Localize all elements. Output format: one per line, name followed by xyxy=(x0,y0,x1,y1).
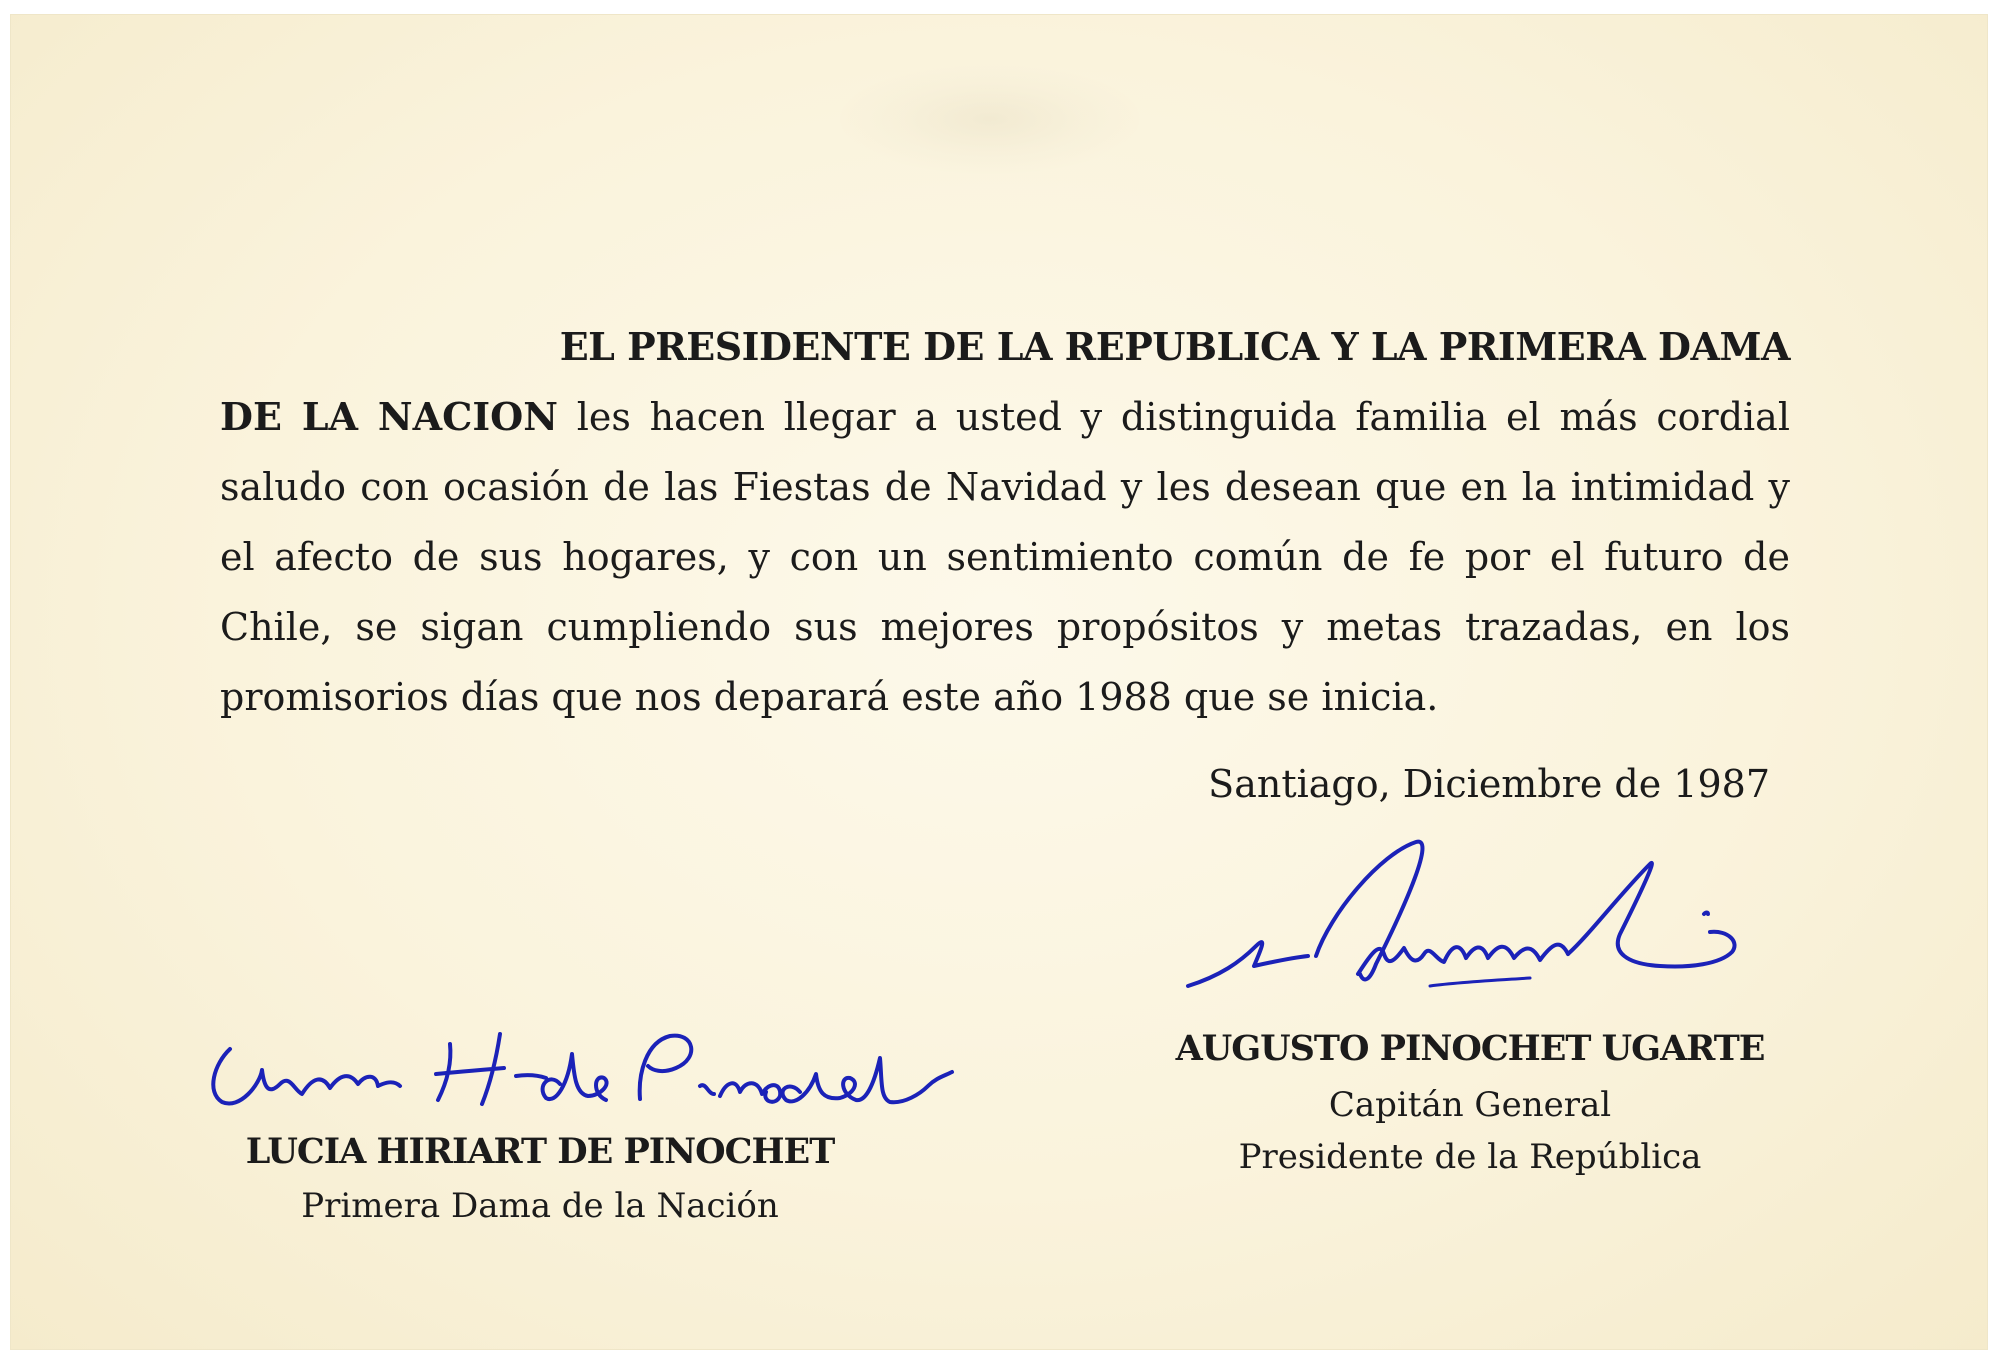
letter-body-text: les hacen llegar a usted y distinguida familia el más cordial saludo con ocasión de las Fiestas de Navidad y les desean que en la intimidad y el afecto de sus hogares, y con un sentimiento común de fe por el futuro de Chile, se sigan cumpliendo sus mejores propósitos y metas trazadas, en los promisorios días que nos deparará este año 1988 que se inicia. xyxy=(220,395,1790,719)
president-signature-block xyxy=(1130,1019,1810,1183)
letter-heading-line1: EL PRESIDENTE DE LA REPUBLICA Y LA PRIMERA DAMA xyxy=(559,324,1790,369)
first-lady-signature-block xyxy=(190,1124,890,1232)
president-signature xyxy=(1180,834,1740,1009)
president-title-1: Capitán General xyxy=(1328,1085,1612,1125)
letter-body xyxy=(220,312,1790,732)
greeting-card xyxy=(10,14,1988,1350)
place-date: Santiago, Diciembre de 1987 xyxy=(1208,762,1770,806)
letter-heading-line2: DE LA NACION xyxy=(220,394,558,439)
first-lady-name: LUCIA HIRIART DE PINOCHET xyxy=(245,1131,835,1172)
first-lady-signature xyxy=(200,1014,960,1119)
president-name: AUGUSTO PINOCHET UGARTE xyxy=(1175,1028,1765,1069)
first-lady-title: Primera Dama de la Nación xyxy=(301,1186,779,1226)
president-title-2: Presidente de la República xyxy=(1238,1137,1702,1177)
embossed-seal xyxy=(840,64,1140,174)
